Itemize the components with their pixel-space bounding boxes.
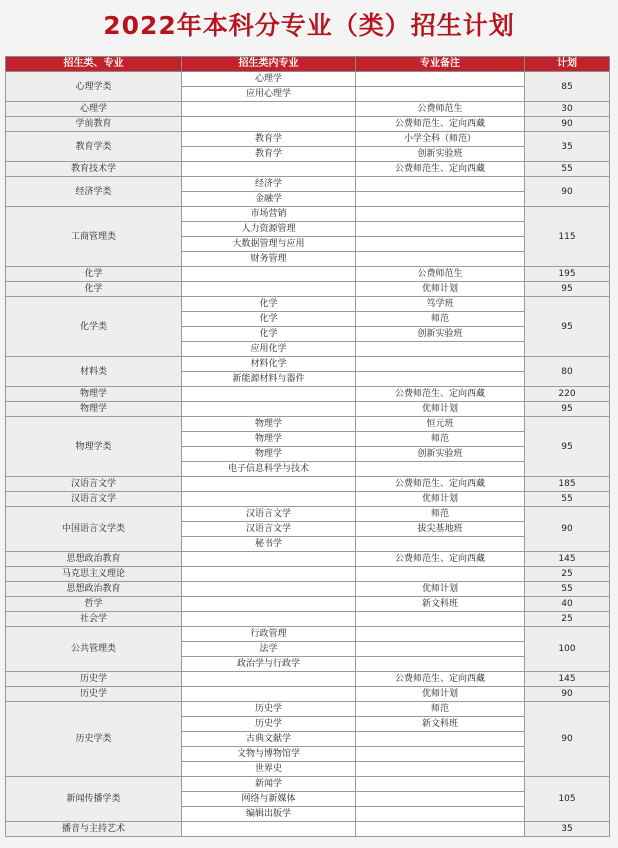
plan-cell: 55 [525, 162, 610, 177]
remark-cell [356, 237, 525, 252]
major-cell: 化学 [182, 297, 356, 312]
table-row [6, 552, 610, 567]
category-cell: 物理学 [6, 402, 182, 417]
remark-cell: 新文科班 [356, 597, 525, 612]
category-cell: 材料类 [6, 357, 182, 387]
category-cell: 哲学 [6, 597, 182, 612]
major-cell [182, 387, 356, 402]
major-cell [182, 582, 356, 597]
table-body [6, 72, 610, 837]
major-cell: 物理学 [182, 447, 356, 462]
category-cell: 新闻传播学类 [6, 777, 182, 822]
table-row [6, 117, 610, 132]
major-cell [182, 687, 356, 702]
table-header-row [6, 57, 610, 72]
plan-cell: 55 [525, 492, 610, 507]
major-cell: 历史学 [182, 717, 356, 732]
category-cell: 经济学类 [6, 177, 182, 207]
remark-cell [356, 207, 525, 222]
major-cell [182, 162, 356, 177]
major-cell: 新能源材料与器件 [182, 372, 356, 387]
table-row [6, 267, 610, 282]
header-remark: 专业备注 [356, 57, 525, 72]
remark-cell: 公费师范生 [356, 267, 525, 282]
remark-cell: 小学全科（师范） [356, 132, 525, 147]
table-row [6, 477, 610, 492]
major-cell: 化学 [182, 327, 356, 342]
category-cell: 思想政治教育 [6, 552, 182, 567]
major-cell [182, 102, 356, 117]
major-cell: 物理学 [182, 432, 356, 447]
remark-cell: 公费师范生、定向西藏 [356, 387, 525, 402]
remark-cell: 创新实验班 [356, 147, 525, 162]
remark-cell: 师范 [356, 507, 525, 522]
category-cell: 播音与主持艺术 [6, 822, 182, 837]
plan-cell: 185 [525, 477, 610, 492]
major-cell: 金融学 [182, 192, 356, 207]
table-row [6, 132, 610, 147]
table-row [6, 612, 610, 627]
remark-cell: 公费师范生、定向西藏 [356, 117, 525, 132]
header-major: 招生类内专业 [182, 57, 356, 72]
remark-cell [356, 777, 525, 792]
remark-cell: 公费师范生、定向西藏 [356, 162, 525, 177]
plan-cell: 90 [525, 117, 610, 132]
header-plan: 计划 [525, 57, 610, 72]
remark-cell [356, 627, 525, 642]
table-row [6, 822, 610, 837]
remark-cell [356, 612, 525, 627]
table-row [6, 402, 610, 417]
plan-cell: 90 [525, 702, 610, 777]
category-cell: 公共管理类 [6, 627, 182, 672]
major-cell [182, 597, 356, 612]
remark-cell [356, 252, 525, 267]
plan-cell: 195 [525, 267, 610, 282]
major-cell: 秘书学 [182, 537, 356, 552]
remark-cell [356, 747, 525, 762]
category-cell: 学前教育 [6, 117, 182, 132]
category-cell: 心理学 [6, 102, 182, 117]
category-cell: 历史学 [6, 672, 182, 687]
remark-cell: 优师计划 [356, 687, 525, 702]
major-cell: 法学 [182, 642, 356, 657]
table-row [6, 627, 610, 642]
major-cell: 政治学与行政学 [182, 657, 356, 672]
plan-cell: 95 [525, 282, 610, 297]
table-row [6, 582, 610, 597]
remark-cell: 师范 [356, 702, 525, 717]
table-row [6, 102, 610, 117]
major-cell [182, 282, 356, 297]
major-cell: 化学 [182, 312, 356, 327]
table-row [6, 282, 610, 297]
remark-cell [356, 567, 525, 582]
plan-cell: 85 [525, 72, 610, 102]
category-cell: 化学 [6, 282, 182, 297]
plan-cell: 115 [525, 207, 610, 267]
remark-cell [356, 342, 525, 357]
major-cell: 市场营销 [182, 207, 356, 222]
major-cell [182, 402, 356, 417]
major-cell: 新闻学 [182, 777, 356, 792]
remark-cell: 优师计划 [356, 492, 525, 507]
remark-cell [356, 822, 525, 837]
remark-cell: 优师计划 [356, 282, 525, 297]
major-cell: 大数据管理与应用 [182, 237, 356, 252]
remark-cell [356, 72, 525, 87]
major-cell [182, 567, 356, 582]
remark-cell: 师范 [356, 432, 525, 447]
table-row [6, 357, 610, 372]
remark-cell: 恒元班 [356, 417, 525, 432]
major-cell: 编辑出版学 [182, 807, 356, 822]
major-cell: 教育学 [182, 132, 356, 147]
remark-cell: 优师计划 [356, 402, 525, 417]
remark-cell: 创新实验班 [356, 447, 525, 462]
remark-cell: 笃学班 [356, 297, 525, 312]
header-category: 招生类、专业 [6, 57, 182, 72]
page-title: 2022年本科分专业（类）招生计划 [103, 11, 515, 40]
remark-cell: 公费师范生、定向西藏 [356, 552, 525, 567]
plan-cell: 35 [525, 822, 610, 837]
table-row [6, 687, 610, 702]
plan-cell: 90 [525, 177, 610, 207]
major-cell: 人力资源管理 [182, 222, 356, 237]
remark-cell: 公费师范生、定向西藏 [356, 477, 525, 492]
remark-cell [356, 87, 525, 102]
major-cell: 材料化学 [182, 357, 356, 372]
table-row [6, 507, 610, 522]
major-cell: 古典文献学 [182, 732, 356, 747]
major-cell: 经济学 [182, 177, 356, 192]
plan-cell: 145 [525, 672, 610, 687]
table-row [6, 597, 610, 612]
remark-cell [356, 222, 525, 237]
plan-cell: 95 [525, 417, 610, 477]
plan-cell: 90 [525, 687, 610, 702]
major-cell [182, 822, 356, 837]
table-row [6, 387, 610, 402]
remark-cell: 新文科班 [356, 717, 525, 732]
major-cell: 网络与新媒体 [182, 792, 356, 807]
plan-cell: 145 [525, 552, 610, 567]
plan-cell: 90 [525, 507, 610, 552]
plan-cell: 105 [525, 777, 610, 822]
remark-cell [356, 537, 525, 552]
category-cell: 思想政治教育 [6, 582, 182, 597]
category-cell: 物理学类 [6, 417, 182, 477]
table-row [6, 177, 610, 192]
table-row [6, 207, 610, 222]
remark-cell [356, 762, 525, 777]
plan-cell: 35 [525, 132, 610, 162]
plan-cell: 220 [525, 387, 610, 402]
table-row [6, 492, 610, 507]
major-cell: 电子信息科学与技术 [182, 462, 356, 477]
major-cell [182, 117, 356, 132]
category-cell: 中国语言文学类 [6, 507, 182, 552]
remark-cell [356, 792, 525, 807]
remark-cell [356, 462, 525, 477]
category-cell: 马克思主义理论 [6, 567, 182, 582]
table-row [6, 72, 610, 87]
major-cell: 汉语言文学 [182, 522, 356, 537]
table-row [6, 702, 610, 717]
remark-cell [356, 732, 525, 747]
category-cell: 物理学 [6, 387, 182, 402]
category-cell: 化学 [6, 267, 182, 282]
category-cell: 社会学 [6, 612, 182, 627]
category-cell: 汉语言文学 [6, 492, 182, 507]
category-cell: 历史学类 [6, 702, 182, 777]
plan-cell: 25 [525, 612, 610, 627]
remark-cell: 优师计划 [356, 582, 525, 597]
remark-cell [356, 357, 525, 372]
plan-cell: 100 [525, 627, 610, 672]
major-cell: 应用化学 [182, 342, 356, 357]
table-row [6, 162, 610, 177]
remark-cell: 公费师范生 [356, 102, 525, 117]
major-cell: 行政管理 [182, 627, 356, 642]
table-row [6, 777, 610, 792]
remark-cell: 师范 [356, 312, 525, 327]
remark-cell [356, 642, 525, 657]
major-cell: 物理学 [182, 417, 356, 432]
major-cell: 历史学 [182, 702, 356, 717]
plan-cell: 95 [525, 297, 610, 357]
major-cell: 应用心理学 [182, 87, 356, 102]
category-cell: 汉语言文学 [6, 477, 182, 492]
remark-cell: 公费师范生、定向西藏 [356, 672, 525, 687]
major-cell [182, 477, 356, 492]
plan-cell: 80 [525, 357, 610, 387]
category-cell: 化学类 [6, 297, 182, 357]
category-cell: 心理学类 [6, 72, 182, 102]
major-cell: 汉语言文学 [182, 507, 356, 522]
plan-cell: 40 [525, 597, 610, 612]
remark-cell [356, 372, 525, 387]
plan-cell: 55 [525, 582, 610, 597]
table-row [6, 297, 610, 312]
major-cell [182, 267, 356, 282]
remark-cell: 创新实验班 [356, 327, 525, 342]
remark-cell [356, 192, 525, 207]
table-row [6, 417, 610, 432]
major-cell [182, 672, 356, 687]
major-cell [182, 612, 356, 627]
remark-cell: 拔尖基地班 [356, 522, 525, 537]
plan-cell: 95 [525, 402, 610, 417]
enrollment-plan-table [5, 56, 610, 837]
major-cell: 心理学 [182, 72, 356, 87]
major-cell: 世界史 [182, 762, 356, 777]
category-cell: 教育技术学 [6, 162, 182, 177]
table-row [6, 672, 610, 687]
major-cell: 财务管理 [182, 252, 356, 267]
table-row [6, 567, 610, 582]
category-cell: 教育学类 [6, 132, 182, 162]
category-cell: 历史学 [6, 687, 182, 702]
major-cell [182, 552, 356, 567]
remark-cell [356, 177, 525, 192]
plan-cell: 25 [525, 567, 610, 582]
major-cell: 文物与博物馆学 [182, 747, 356, 762]
remark-cell [356, 657, 525, 672]
remark-cell [356, 807, 525, 822]
major-cell [182, 492, 356, 507]
plan-cell: 30 [525, 102, 610, 117]
category-cell: 工商管理类 [6, 207, 182, 267]
major-cell: 教育学 [182, 147, 356, 162]
